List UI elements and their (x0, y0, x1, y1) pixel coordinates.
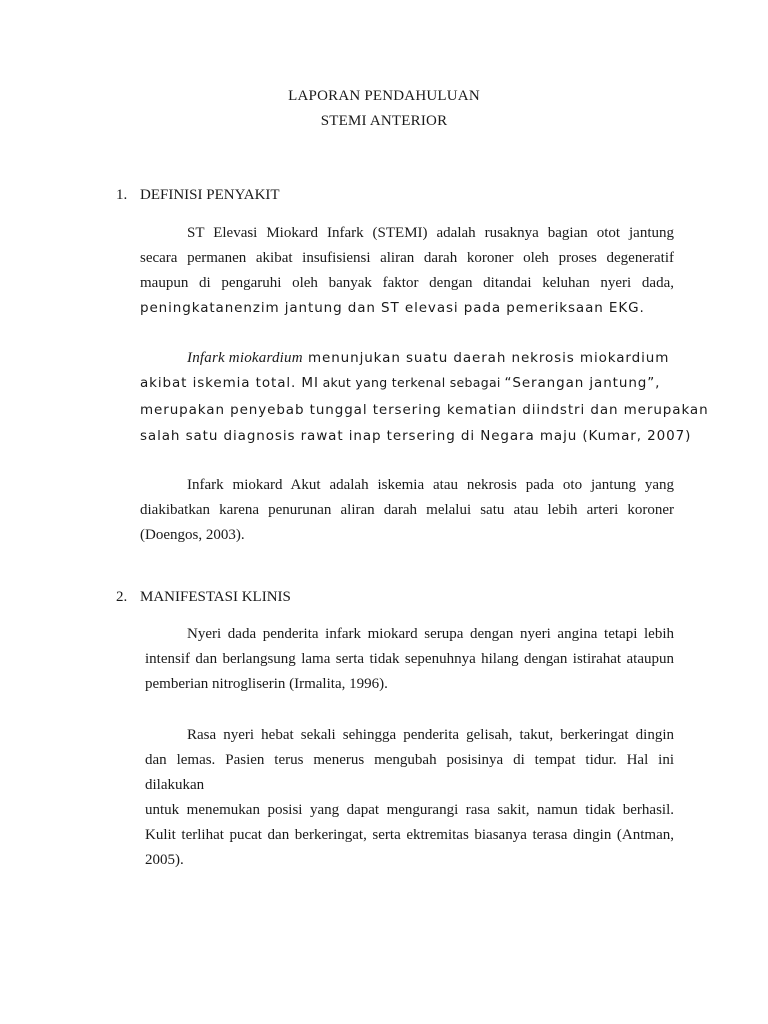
paragraph-line: peningkatanenzim jantung dan ST elevasi pada pemeriksaan EKG. (140, 300, 645, 316)
section-number: 1. (116, 187, 128, 203)
document-title: LAPORAN PENDAHULUAN (288, 88, 480, 104)
paragraph-text: menunjukan suatu daerah nekrosis miokardium (302, 350, 670, 366)
paragraph-line: secara permanen akibat insufisiensi aliran darah koroner oleh proses degeneratif (140, 250, 674, 266)
section-heading-text: DEFINISI PENYAKIT (140, 187, 280, 203)
paragraph-line: Infark miokard Akut adalah iskemia atau nekrosis pada oto jantung yang (187, 477, 674, 493)
paragraph-line (187, 350, 669, 367)
paragraph-line: salah satu diagnosis rawat inap tersering di Negara maju (Kumar, 2007) (140, 428, 692, 444)
section-heading-text: MANIFESTASI KLINIS (140, 589, 291, 605)
document-subtitle: STEMI ANTERIOR (320, 113, 448, 129)
paragraph-line: 2005). (145, 852, 184, 868)
paragraph-line: intensif dan berlangsung lama serta tidak sepenuhnya hilang dengan istirahat ataupun (145, 651, 674, 667)
paragraph-line: dan lemas. Pasien terus menerus mengubah posisinya di tempat tidur. Hal ini (145, 752, 674, 768)
paragraph-line: Rasa nyeri hebat sekali sehingga penderita gelisah, takut, berkeringat dingin (187, 727, 674, 743)
section-heading-manifestasi (116, 589, 291, 606)
italic-term: Infark miokardium (187, 350, 303, 366)
paragraph-line: merupakan penyebab tunggal tersering kematian diindstri dan merupakan (140, 402, 709, 418)
paragraph-line: Kulit terlihat pucat dan berkeringat, serta ektremitas biasanya terasa dingin (Antman, (145, 827, 674, 843)
section-heading-definisi (116, 187, 280, 204)
paragraph-line: (Doengos, 2003). (140, 527, 245, 543)
paragraph-line (140, 375, 660, 392)
section-number: 2. (116, 589, 128, 605)
paragraph-line: dilakukan (145, 777, 205, 793)
paragraph-text: akibat iskemia total. MI (140, 375, 319, 391)
paragraph-line: untuk menemukan posisi yang dapat mengurangi rasa sakit, namun tidak berhasil. (145, 802, 674, 818)
paragraph-line: diakibatkan karena penurunan aliran darah melalui satu atau lebih arteri koroner (140, 502, 674, 518)
paragraph-line: ST Elevasi Miokard Infark (STEMI) adalah rusaknya bagian otot jantung (187, 225, 674, 241)
paragraph-text: “Serangan jantung”, (504, 375, 661, 391)
paragraph-text: akut yang terkenal sebagai (322, 375, 501, 390)
paragraph-line: maupun di pengaruhi oleh banyak faktor dengan ditandai keluhan nyeri dada, (140, 275, 674, 291)
paragraph-line: Nyeri dada penderita infark miokard serupa dengan nyeri angina tetapi lebih (187, 626, 674, 642)
paragraph-line: pemberian nitrogliserin (Irmalita, 1996). (145, 676, 388, 692)
